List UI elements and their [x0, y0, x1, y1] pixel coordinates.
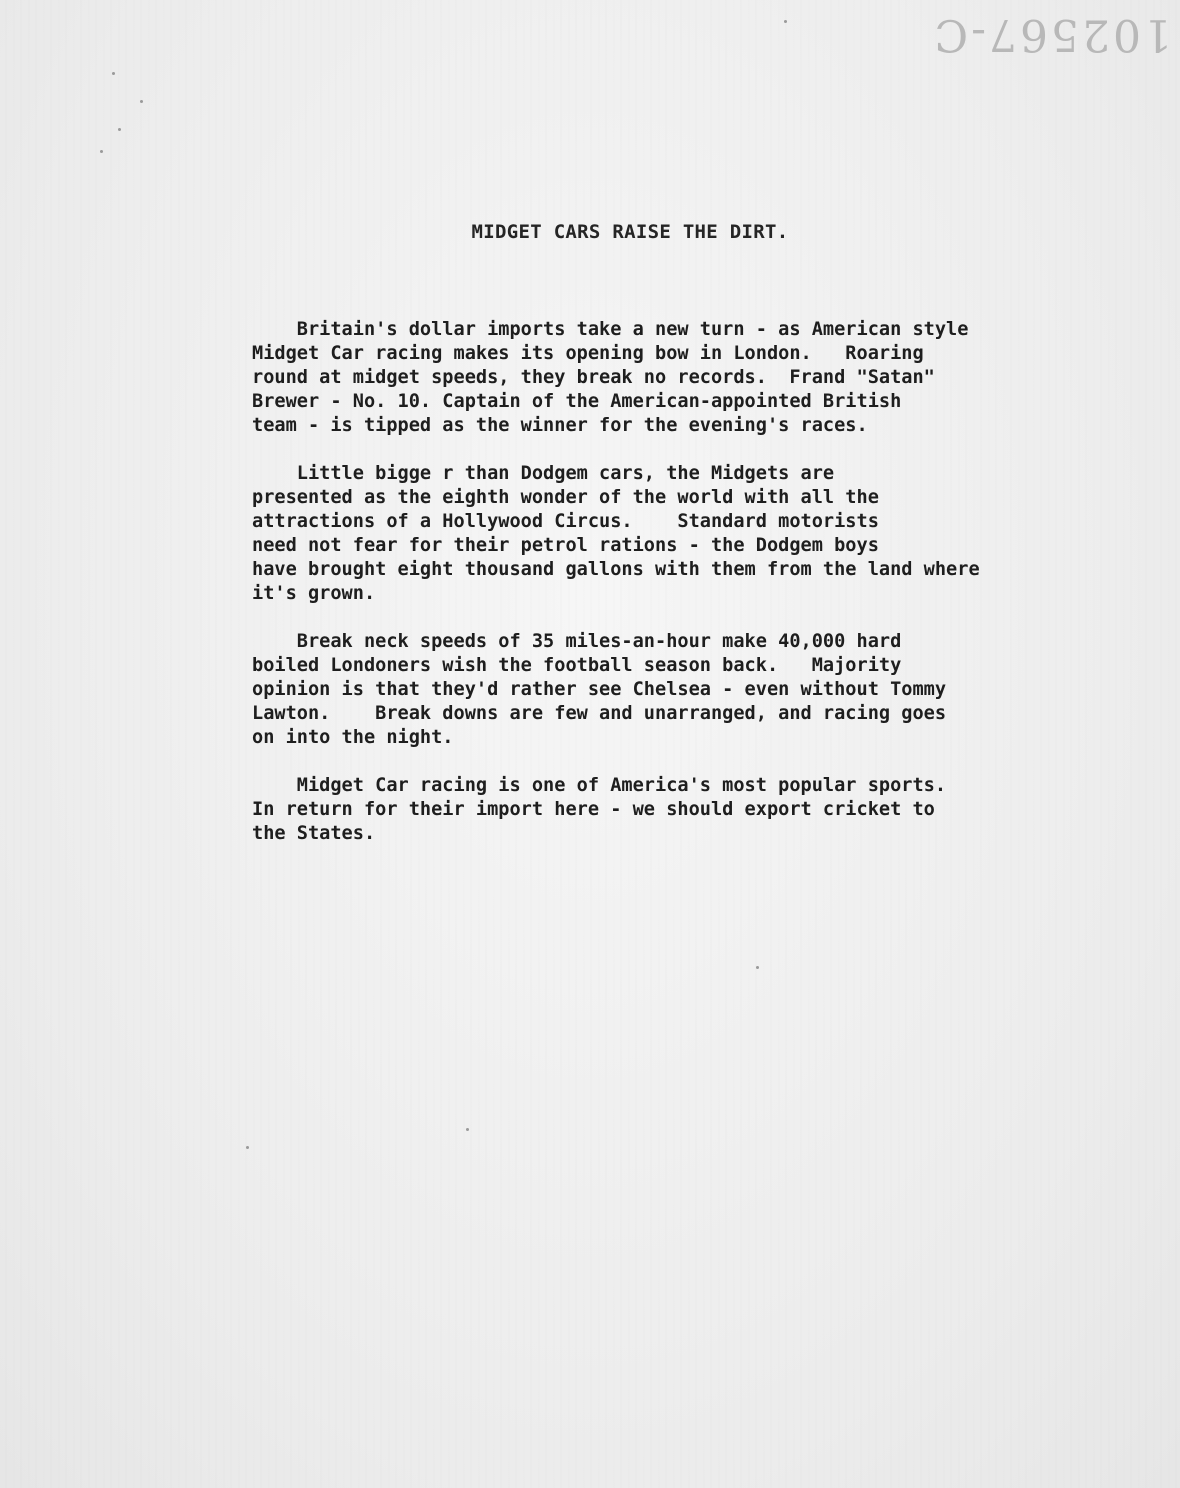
paragraph [252, 774, 1082, 846]
text-line: have brought eight thousand gallons with them from the land where [252, 559, 980, 580]
paragraph [252, 462, 1082, 606]
scan-speck [466, 1128, 469, 1131]
scan-speck [246, 1146, 249, 1149]
scan-speck [100, 150, 103, 153]
scan-speck [784, 20, 787, 23]
text-line: opinion is that they'd rather see Chelsea - even without Tommy [252, 679, 947, 700]
scan-speck [118, 128, 121, 131]
text-line: Britain's dollar imports take a new turn - as American style [252, 319, 969, 340]
text-line: the States. [252, 823, 376, 844]
text-line: Midget Car racing makes its opening bow in London. Roaring [252, 343, 924, 364]
scan-speck [140, 100, 143, 103]
text-line: Little bigge r than Dodgem cars, the Midgets are [252, 463, 835, 484]
paragraph [252, 318, 1082, 438]
text-line: boiled Londoners wish the football season back. Majority [252, 655, 902, 676]
document-title: MIDGET CARS RAISE THE DIRT. [471, 221, 789, 243]
document-body [252, 318, 1082, 870]
text-line: on into the night. [252, 727, 454, 748]
text-line: Lawton. Break downs are few and unarranged, and racing goes [252, 703, 947, 724]
text-line: attractions of a Hollywood Circus. Standard motorists [252, 511, 879, 532]
text-line: Brewer - No. 10. Captain of the American-appointed British [252, 391, 902, 412]
text-line: round at midget speeds, they break no records. Frand "Satan" [252, 367, 935, 388]
handwritten-reference-number: 102567-C [931, 9, 1172, 60]
paragraph [252, 630, 1082, 750]
text-line: Midget Car racing is one of America's most popular sports. [252, 775, 947, 796]
scan-speck [756, 966, 759, 969]
text-line: it's grown. [252, 583, 376, 604]
text-line: team - is tipped as the winner for the evening's races. [252, 415, 868, 436]
text-line: presented as the eighth wonder of the world with all the [252, 487, 879, 508]
text-line: need not fear for their petrol rations - the Dodgem boys [252, 535, 879, 556]
scan-speck [112, 72, 115, 75]
text-line: In return for their import here - we should export cricket to [252, 799, 935, 820]
text-line: Break neck speeds of 35 miles-an-hour make 40,000 hard [252, 631, 902, 652]
